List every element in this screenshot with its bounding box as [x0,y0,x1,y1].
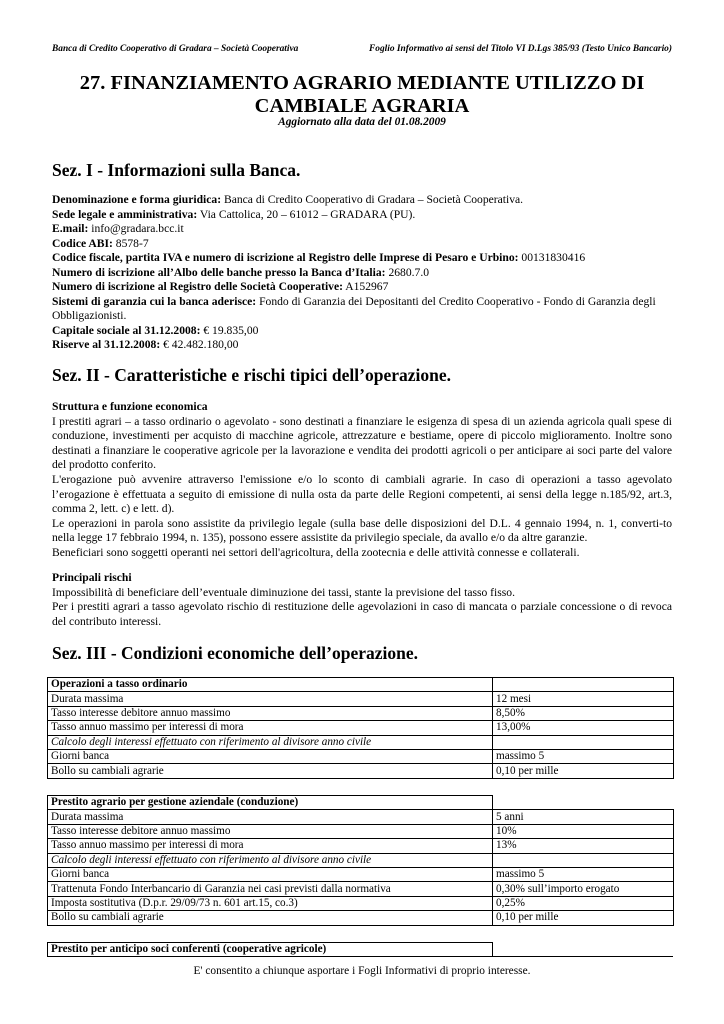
table-row: Imposta sostitutiva (D.p.r. 29/09/73 n. 601 art.15, co.3) 0,25% [48,896,674,910]
paragraph: Per i prestiti agrari a tasso agevolato rischio di restituzione delle agevolazioni in caso di mancata o parziale concessione o di revoca del contributo interessi. [52,600,672,628]
info-row: Sede legale e amministrativa: Via Cattolica, 20 – 61012 – GRADARA (PU). [52,207,416,221]
table-row: Giorni banca massimo 5 [48,749,674,763]
paragraph: Beneficiari sono soggetti operanti nei settori dell'agricoltura, della zootecnia e delle attività connesse e collaterali. [52,545,580,559]
info-row: Capitale sociale al 31.12.2008: € 19.835,00 [52,323,259,337]
section-2-risks [52,571,672,629]
conditions-table-ordinary [47,677,674,779]
table-row: Tasso interesse debitore annuo massimo 8,50% [48,706,674,720]
bank-info [52,193,672,353]
conditions-table-advance [47,942,673,957]
table-row: Giorni banca massimo 5 [48,867,674,881]
section-3-heading: Sez. III - Condizioni economiche dell’operazione. [52,643,419,663]
table-row: Durata massima 12 mesi [48,692,674,706]
info-row: Codice fiscale, partita IVA e numero di iscrizione al Registro delle Imprese di Pesaro e Urbino: 00131830416 [52,251,586,264]
info-row: Sistemi di garanzia cui la banca aderisce: Fondo di Garanzia dei Depositanti del Credito Cooperativo - Fondo di Garanzia degli Obbligazionisti. [52,294,656,322]
table-row: Calcolo degli interessi effettuato con riferimento al divisore anno civile [48,735,674,749]
table-row: Tasso interesse debitore annuo massimo 10% [48,824,674,838]
info-row: Riserve al 31.12.2008: € 42.482.180,00 [52,338,239,351]
update-date: Aggiornato alla data del 01.08.2009 [278,116,446,128]
header-bank-name: Banca di Credito Cooperativo di Gradara – Società Cooperativa [52,44,299,54]
paragraph: I prestiti agrari – a tasso ordinario o agevolato - sono destinati a finanziare le esigenza di spesa di un azienda agricola quali spese di conduzione, investimenti per acquisto di macchine agricole, attrezzature e bestiame, opere di piccolo miglioramento. Inoltre sono destinati a finanziare le cooperative agricole per la lavorazione e vendita dei prodotti agricoli o per anticipare ai soci parte del valore del prodotto conferito. [52,414,672,472]
document-title [52,72,672,118]
table-header-row: Prestito agrario per gestione aziendale (conduzione) [48,796,674,810]
section-2-body [52,400,672,561]
table-header-row: Prestito per anticipo soci conferenti (cooperative agricole) [48,943,674,957]
table-row: Tasso annuo massimo per interessi di mora 13,00% [48,721,674,735]
section-1-heading: Sez. I - Informazioni sulla Banca. [52,160,301,180]
title-line-1: 27. FINANZIAMENTO AGRARIO MEDIANTE UTILIZZO DI [79,72,645,94]
header-legal-ref: Foglio Informativo ai sensi del Titolo VI D.Lgs 385/93 (Testo Unico Bancario) [369,44,672,54]
table-row: Durata massima 5 anni [48,810,674,824]
section-2-heading: Sez. II - Caratteristiche e rischi tipici dell’operazione. [52,365,451,385]
subheading-risks: Principali rischi [52,571,132,584]
table-row: Trattenuta Fondo Interbancario di Garanzia nei casi previsti dalla normativa 0,30% sull’importo erogato [48,882,674,896]
page-footer: E' consentito a chiunque asportare i Fogli Informativi di proprio interesse. [193,965,531,977]
info-row: Numero di iscrizione al Registro delle Società Cooperative: A152967 [52,280,389,293]
paragraph: L'erogazione può avvenire attraverso l'emissione e/o lo sconto di cambiali agrarie. In caso di operazioni a tasso agevolato l’erogazione è effettuata a seguito di emissione di nulla osta da parte delle Regioni competenti, ai sensi della legge n.185/92, art.3, comma 2, lett. c) e lett. d). [52,472,672,516]
table-header-row: Operazioni a tasso ordinario [48,678,674,692]
info-row: E.mail: info@gradara.bcc.it [52,222,184,235]
table-row: Bollo su cambiali agrarie 0,10 per mille [48,764,674,778]
info-row: Codice ABI: 8578-7 [52,236,149,250]
title-line-2: CAMBIALE AGRARIA [254,95,470,117]
table-row: Calcolo degli interessi effettuato con riferimento al divisore anno civile [48,853,674,867]
conditions-table-management [47,795,674,926]
paragraph: Le operazioni in parola sono assistite da privilegio legale (sulla base delle disposizioni del D.L. 4 gennaio 1994, n. 1, converti-to nella legge 17 febbraio 1994, n. 135), possono essere assistite da privilegio speciale, da avallo e/o da altre garanzie. [52,516,672,545]
paragraph: Impossibilità di beneficiare dell’eventuale diminuzione dei tassi, stante la previsione del tasso fisso. [52,585,515,599]
info-row: Numero di iscrizione all’Albo delle banche presso la Banca d’Italia: 2680.7.0 [52,265,430,279]
subheading-structure: Struttura e funzione economica [52,400,208,413]
table-row: Tasso annuo massimo per interessi di mora 13% [48,839,674,853]
table-row: Bollo su cambiali agrarie 0,10 per mille [48,911,674,925]
info-row: Denominazione e forma giuridica: Banca di Credito Cooperativo di Gradara – Società Cooperativa. [52,193,524,206]
